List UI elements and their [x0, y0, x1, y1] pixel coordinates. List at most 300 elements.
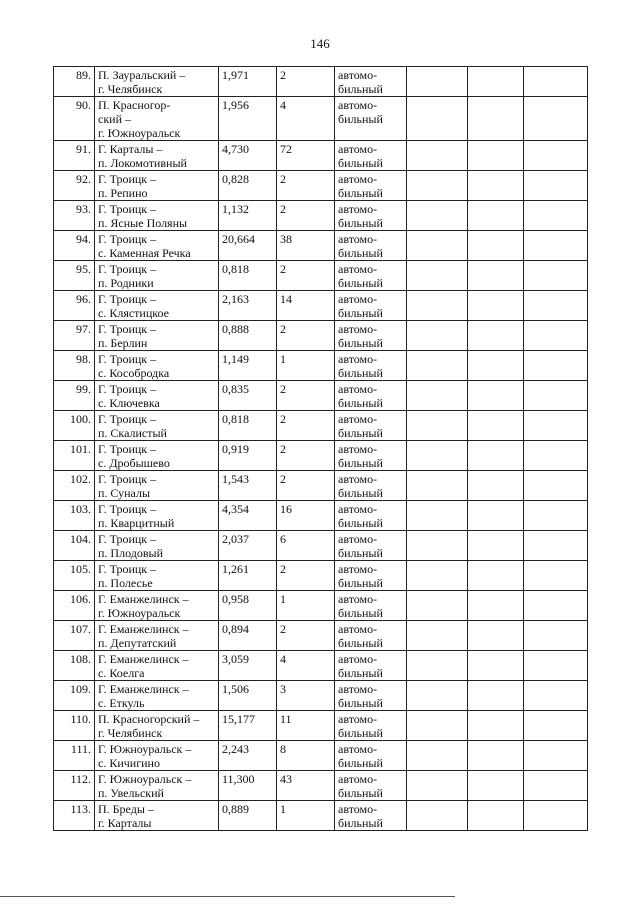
empty-cell-6 — [407, 771, 468, 801]
empty-cell-6 — [407, 561, 468, 591]
empty-cell-7 — [468, 591, 524, 621]
empty-cell-6 — [407, 531, 468, 561]
transport-type-line: бильный — [338, 186, 383, 200]
route-length-cell: 0,818 — [219, 411, 277, 441]
empty-cell-7 — [468, 67, 524, 97]
empty-cell-8 — [524, 561, 588, 591]
transport-type-line: бильный — [338, 456, 383, 470]
route-name-line: Г. Троицк – — [98, 562, 157, 576]
transport-type-line: автомо- — [338, 562, 378, 576]
route-name-cell — [95, 531, 219, 561]
table-row — [54, 531, 588, 561]
route-name-cell — [95, 681, 219, 711]
empty-cell-8 — [524, 531, 588, 561]
stops-count-cell: 2 — [277, 261, 335, 291]
row-number-cell: 96. — [54, 291, 95, 321]
table-row — [54, 231, 588, 261]
route-length-cell: 11,300 — [219, 771, 277, 801]
transport-type-line: автомо- — [338, 472, 378, 486]
empty-cell-6 — [407, 441, 468, 471]
transport-type-line: бильный — [338, 576, 383, 590]
stops-count-cell: 8 — [277, 741, 335, 771]
empty-cell-8 — [524, 141, 588, 171]
row-number-cell: 104. — [54, 531, 95, 561]
empty-cell-6 — [407, 471, 468, 501]
transport-type-cell — [335, 741, 407, 771]
transport-type-line: автомо- — [338, 172, 378, 186]
route-name-line: Г. Троицк – — [98, 292, 157, 306]
route-name-cell — [95, 651, 219, 681]
route-name-line: г. Южноуральск — [98, 126, 181, 140]
empty-cell-7 — [468, 531, 524, 561]
stops-count-cell: 2 — [277, 201, 335, 231]
route-name-line: п. Плодовый — [98, 546, 163, 560]
stops-count-cell: 3 — [277, 681, 335, 711]
transport-type-line: автомо- — [338, 802, 378, 816]
route-length-cell: 0,828 — [219, 171, 277, 201]
route-name-cell — [95, 231, 219, 261]
route-name-line: п. Депутатский — [98, 636, 177, 650]
empty-cell-8 — [524, 621, 588, 651]
route-length-cell: 0,889 — [219, 801, 277, 831]
empty-cell-6 — [407, 681, 468, 711]
row-number-cell: 91. — [54, 141, 95, 171]
empty-cell-7 — [468, 681, 524, 711]
page-number: 146 — [310, 36, 330, 51]
route-name-line: г. Челябинск — [98, 82, 163, 96]
route-name-line: Г. Троицк – — [98, 352, 157, 366]
stops-count-cell: 2 — [277, 67, 335, 97]
stops-count-cell: 1 — [277, 801, 335, 831]
empty-cell-7 — [468, 561, 524, 591]
transport-type-cell — [335, 261, 407, 291]
transport-type-line: бильный — [338, 82, 383, 96]
transport-type-line: автомо- — [338, 292, 378, 306]
route-name-line: п. Полесье — [98, 576, 153, 590]
route-name-cell — [95, 321, 219, 351]
empty-cell-6 — [407, 321, 468, 351]
transport-type-cell — [335, 531, 407, 561]
route-name-line: п. Репино — [98, 186, 148, 200]
transport-type-cell — [335, 67, 407, 97]
empty-cell-7 — [468, 201, 524, 231]
empty-cell-8 — [524, 381, 588, 411]
route-length-cell: 1,132 — [219, 201, 277, 231]
route-length-cell: 0,835 — [219, 381, 277, 411]
route-name-cell — [95, 471, 219, 501]
transport-type-line: бильный — [338, 696, 383, 710]
route-name-line: п. Локомотивный — [98, 156, 187, 170]
empty-cell-7 — [468, 441, 524, 471]
empty-cell-8 — [524, 321, 588, 351]
route-length-cell: 0,818 — [219, 261, 277, 291]
transport-type-line: бильный — [338, 366, 383, 380]
route-name-cell — [95, 501, 219, 531]
route-length-cell: 20,664 — [219, 231, 277, 261]
stops-count-cell: 2 — [277, 381, 335, 411]
transport-type-line: автомо- — [338, 202, 378, 216]
stops-count-cell: 2 — [277, 321, 335, 351]
transport-type-line: автомо- — [338, 772, 378, 786]
empty-cell-7 — [468, 741, 524, 771]
route-name-cell — [95, 381, 219, 411]
transport-type-line: бильный — [338, 396, 383, 410]
empty-cell-6 — [407, 591, 468, 621]
empty-cell-6 — [407, 231, 468, 261]
empty-cell-7 — [468, 231, 524, 261]
empty-cell-8 — [524, 771, 588, 801]
routes-table — [53, 66, 588, 831]
route-name-line: Г. Троицк – — [98, 412, 157, 426]
transport-type-cell — [335, 501, 407, 531]
empty-cell-8 — [524, 411, 588, 441]
transport-type-cell — [335, 771, 407, 801]
transport-type-cell — [335, 231, 407, 261]
transport-type-line: бильный — [338, 636, 383, 650]
transport-type-cell — [335, 561, 407, 591]
stops-count-cell: 2 — [277, 621, 335, 651]
empty-cell-8 — [524, 441, 588, 471]
route-name-line: Г. Еманжелинск – — [98, 622, 189, 636]
table-row — [54, 381, 588, 411]
route-name-line: п. Родники — [98, 276, 154, 290]
transport-type-cell — [335, 351, 407, 381]
table-row — [54, 651, 588, 681]
empty-cell-6 — [407, 261, 468, 291]
stops-count-cell: 16 — [277, 501, 335, 531]
stops-count-cell: 4 — [277, 651, 335, 681]
route-name-line: Г. Троицк – — [98, 502, 157, 516]
stops-count-cell: 14 — [277, 291, 335, 321]
stops-count-cell: 4 — [277, 97, 335, 141]
transport-type-cell — [335, 711, 407, 741]
transport-type-cell — [335, 201, 407, 231]
route-name-line: с. Клястицкое — [98, 306, 169, 320]
route-name-line: Г. Троицк – — [98, 472, 157, 486]
route-name-line: с. Дробышево — [98, 456, 170, 470]
table-row — [54, 771, 588, 801]
route-name-line: Г. Троицк – — [98, 262, 157, 276]
empty-cell-8 — [524, 351, 588, 381]
route-name-cell — [95, 97, 219, 141]
route-name-line: Г. Южноуральск – — [98, 742, 192, 756]
transport-type-cell — [335, 381, 407, 411]
route-name-line: п. Увельский — [98, 786, 164, 800]
route-name-cell — [95, 67, 219, 97]
transport-type-line: автомо- — [338, 532, 378, 546]
empty-cell-6 — [407, 171, 468, 201]
route-name-cell — [95, 291, 219, 321]
table-row — [54, 411, 588, 441]
stops-count-cell: 72 — [277, 141, 335, 171]
route-name-cell — [95, 561, 219, 591]
transport-type-cell — [335, 471, 407, 501]
transport-type-cell — [335, 591, 407, 621]
transport-type-line: автомо- — [338, 98, 378, 112]
empty-cell-6 — [407, 67, 468, 97]
row-number-cell: 97. — [54, 321, 95, 351]
transport-type-line: бильный — [338, 306, 383, 320]
table-row — [54, 141, 588, 171]
transport-type-line: бильный — [338, 486, 383, 500]
transport-type-line: автомо- — [338, 412, 378, 426]
transport-type-line: бильный — [338, 112, 383, 126]
empty-cell-7 — [468, 381, 524, 411]
row-number-cell: 107. — [54, 621, 95, 651]
transport-type-line: автомо- — [338, 742, 378, 756]
route-length-cell: 0,919 — [219, 441, 277, 471]
route-name-cell — [95, 411, 219, 441]
transport-type-line: бильный — [338, 606, 383, 620]
empty-cell-7 — [468, 801, 524, 831]
row-number-cell: 105. — [54, 561, 95, 591]
table-row — [54, 171, 588, 201]
empty-cell-6 — [407, 621, 468, 651]
transport-type-line: автомо- — [338, 322, 378, 336]
row-number-cell: 90. — [54, 97, 95, 141]
route-name-line: ский – — [98, 112, 131, 126]
table-row — [54, 321, 588, 351]
route-length-cell: 1,149 — [219, 351, 277, 381]
transport-type-cell — [335, 321, 407, 351]
transport-type-line: автомо- — [338, 352, 378, 366]
transport-type-line: автомо- — [338, 262, 378, 276]
empty-cell-6 — [407, 801, 468, 831]
empty-cell-7 — [468, 261, 524, 291]
row-number-cell: 100. — [54, 411, 95, 441]
stops-count-cell: 2 — [277, 561, 335, 591]
route-name-line: п. Суналы — [98, 486, 151, 500]
route-name-cell — [95, 171, 219, 201]
empty-cell-7 — [468, 141, 524, 171]
transport-type-cell — [335, 97, 407, 141]
empty-cell-8 — [524, 471, 588, 501]
empty-cell-6 — [407, 651, 468, 681]
route-name-cell — [95, 711, 219, 741]
route-name-cell — [95, 351, 219, 381]
route-length-cell: 2,163 — [219, 291, 277, 321]
route-length-cell: 15,177 — [219, 711, 277, 741]
transport-type-line: автомо- — [338, 442, 378, 456]
stops-count-cell: 2 — [277, 471, 335, 501]
route-length-cell: 0,888 — [219, 321, 277, 351]
transport-type-cell — [335, 621, 407, 651]
empty-cell-7 — [468, 97, 524, 141]
empty-cell-7 — [468, 771, 524, 801]
transport-type-line: автомо- — [338, 382, 378, 396]
empty-cell-8 — [524, 201, 588, 231]
stops-count-cell: 1 — [277, 351, 335, 381]
transport-type-line: бильный — [338, 276, 383, 290]
transport-type-line: бильный — [338, 816, 383, 830]
route-name-line: п. Скалистый — [98, 426, 167, 440]
row-number-cell: 112. — [54, 771, 95, 801]
route-name-line: Г. Южноуральск – — [98, 772, 192, 786]
empty-cell-6 — [407, 201, 468, 231]
transport-type-line: автомо- — [338, 622, 378, 636]
transport-type-cell — [335, 651, 407, 681]
route-length-cell: 4,354 — [219, 501, 277, 531]
empty-cell-7 — [468, 501, 524, 531]
route-name-line: г. Южноуральск — [98, 606, 181, 620]
empty-cell-7 — [468, 711, 524, 741]
route-name-line: Г. Троицк – — [98, 232, 157, 246]
empty-cell-7 — [468, 411, 524, 441]
transport-type-line: автомо- — [338, 592, 378, 606]
route-name-line: Г. Еманжелинск – — [98, 592, 189, 606]
table-row — [54, 561, 588, 591]
route-length-cell: 1,543 — [219, 471, 277, 501]
route-name-cell — [95, 141, 219, 171]
route-name-line: П. Зауральский – — [98, 68, 186, 82]
route-name-line: П. Красногорский – — [98, 712, 200, 726]
stops-count-cell: 2 — [277, 171, 335, 201]
transport-type-line: бильный — [338, 246, 383, 260]
route-name-line: п. Ясные Поляны — [98, 216, 188, 230]
route-name-line: п. Берлин — [98, 336, 148, 350]
row-number-cell: 89. — [54, 67, 95, 97]
row-number-cell: 101. — [54, 441, 95, 471]
table-row — [54, 711, 588, 741]
transport-type-line: бильный — [338, 426, 383, 440]
routes-table-body — [54, 67, 588, 831]
route-name-cell — [95, 771, 219, 801]
empty-cell-8 — [524, 231, 588, 261]
row-number-cell: 110. — [54, 711, 95, 741]
route-name-cell — [95, 621, 219, 651]
row-number-cell: 95. — [54, 261, 95, 291]
route-length-cell: 2,037 — [219, 531, 277, 561]
table-row — [54, 291, 588, 321]
empty-cell-8 — [524, 651, 588, 681]
empty-cell-8 — [524, 171, 588, 201]
stops-count-cell: 11 — [277, 711, 335, 741]
table-row — [54, 471, 588, 501]
transport-type-line: бильный — [338, 546, 383, 560]
table-row — [54, 201, 588, 231]
transport-type-cell — [335, 141, 407, 171]
transport-type-line: автомо- — [338, 712, 378, 726]
empty-cell-8 — [524, 801, 588, 831]
table-row — [54, 351, 588, 381]
route-name-line: с. Еткуль — [98, 696, 145, 710]
row-number-cell: 113. — [54, 801, 95, 831]
empty-cell-7 — [468, 321, 524, 351]
table-row — [54, 261, 588, 291]
route-name-line: Г. Троицк – — [98, 382, 157, 396]
empty-cell-8 — [524, 291, 588, 321]
route-name-line: г. Челябинск — [98, 726, 163, 740]
transport-type-line: бильный — [338, 726, 383, 740]
route-name-line: Г. Карталы – — [98, 142, 163, 156]
transport-type-line: бильный — [338, 786, 383, 800]
empty-cell-8 — [524, 501, 588, 531]
route-name-line: Г. Троицк – — [98, 172, 157, 186]
route-name-line: Г. Троицк – — [98, 322, 157, 336]
table-row — [54, 741, 588, 771]
table-row — [54, 67, 588, 97]
row-number-cell: 109. — [54, 681, 95, 711]
stops-count-cell: 38 — [277, 231, 335, 261]
empty-cell-6 — [407, 501, 468, 531]
table-row — [54, 621, 588, 651]
transport-type-line: автомо- — [338, 142, 378, 156]
route-name-line: с. Каменная Речка — [98, 246, 191, 260]
row-number-cell: 93. — [54, 201, 95, 231]
route-name-line: с. Ключевка — [98, 396, 160, 410]
route-length-cell: 1,971 — [219, 67, 277, 97]
empty-cell-7 — [468, 651, 524, 681]
stops-count-cell: 1 — [277, 591, 335, 621]
empty-cell-8 — [524, 711, 588, 741]
row-number-cell: 99. — [54, 381, 95, 411]
transport-type-cell — [335, 681, 407, 711]
route-name-line: п. Кварцитный — [98, 516, 175, 530]
transport-type-cell — [335, 801, 407, 831]
empty-cell-8 — [524, 97, 588, 141]
table-row — [54, 441, 588, 471]
route-length-cell: 0,894 — [219, 621, 277, 651]
route-name-line: г. Карталы — [98, 816, 152, 830]
empty-cell-7 — [468, 471, 524, 501]
row-number-cell: 94. — [54, 231, 95, 261]
stops-count-cell: 6 — [277, 531, 335, 561]
row-number-cell: 98. — [54, 351, 95, 381]
empty-cell-7 — [468, 291, 524, 321]
route-name-line: Г. Еманжелинск – — [98, 682, 189, 696]
empty-cell-8 — [524, 741, 588, 771]
row-number-cell: 111. — [54, 741, 95, 771]
transport-type-line: бильный — [338, 156, 383, 170]
empty-cell-6 — [407, 381, 468, 411]
stops-count-cell: 2 — [277, 411, 335, 441]
transport-type-cell — [335, 291, 407, 321]
route-length-cell: 1,261 — [219, 561, 277, 591]
route-name-line: Г. Троицк – — [98, 202, 157, 216]
row-number-cell: 106. — [54, 591, 95, 621]
row-number-cell: 92. — [54, 171, 95, 201]
stops-count-cell: 2 — [277, 441, 335, 471]
stops-count-cell: 43 — [277, 771, 335, 801]
empty-cell-6 — [407, 411, 468, 441]
route-name-line: Г. Троицк – — [98, 532, 157, 546]
transport-type-line: автомо- — [338, 502, 378, 516]
empty-cell-8 — [524, 261, 588, 291]
route-length-cell: 2,243 — [219, 741, 277, 771]
transport-type-cell — [335, 411, 407, 441]
route-name-cell — [95, 201, 219, 231]
transport-type-line: бильный — [338, 216, 383, 230]
row-number-cell: 103. — [54, 501, 95, 531]
route-name-cell — [95, 441, 219, 471]
route-length-cell: 4,730 — [219, 141, 277, 171]
empty-cell-7 — [468, 621, 524, 651]
empty-cell-6 — [407, 711, 468, 741]
route-name-cell — [95, 741, 219, 771]
table-row — [54, 591, 588, 621]
empty-cell-6 — [407, 97, 468, 141]
empty-cell-6 — [407, 351, 468, 381]
row-number-cell: 102. — [54, 471, 95, 501]
transport-type-line: бильный — [338, 666, 383, 680]
transport-type-line: бильный — [338, 756, 383, 770]
transport-type-line: автомо- — [338, 652, 378, 666]
table-row — [54, 801, 588, 831]
route-length-cell: 1,956 — [219, 97, 277, 141]
transport-type-cell — [335, 441, 407, 471]
empty-cell-7 — [468, 351, 524, 381]
empty-cell-8 — [524, 681, 588, 711]
